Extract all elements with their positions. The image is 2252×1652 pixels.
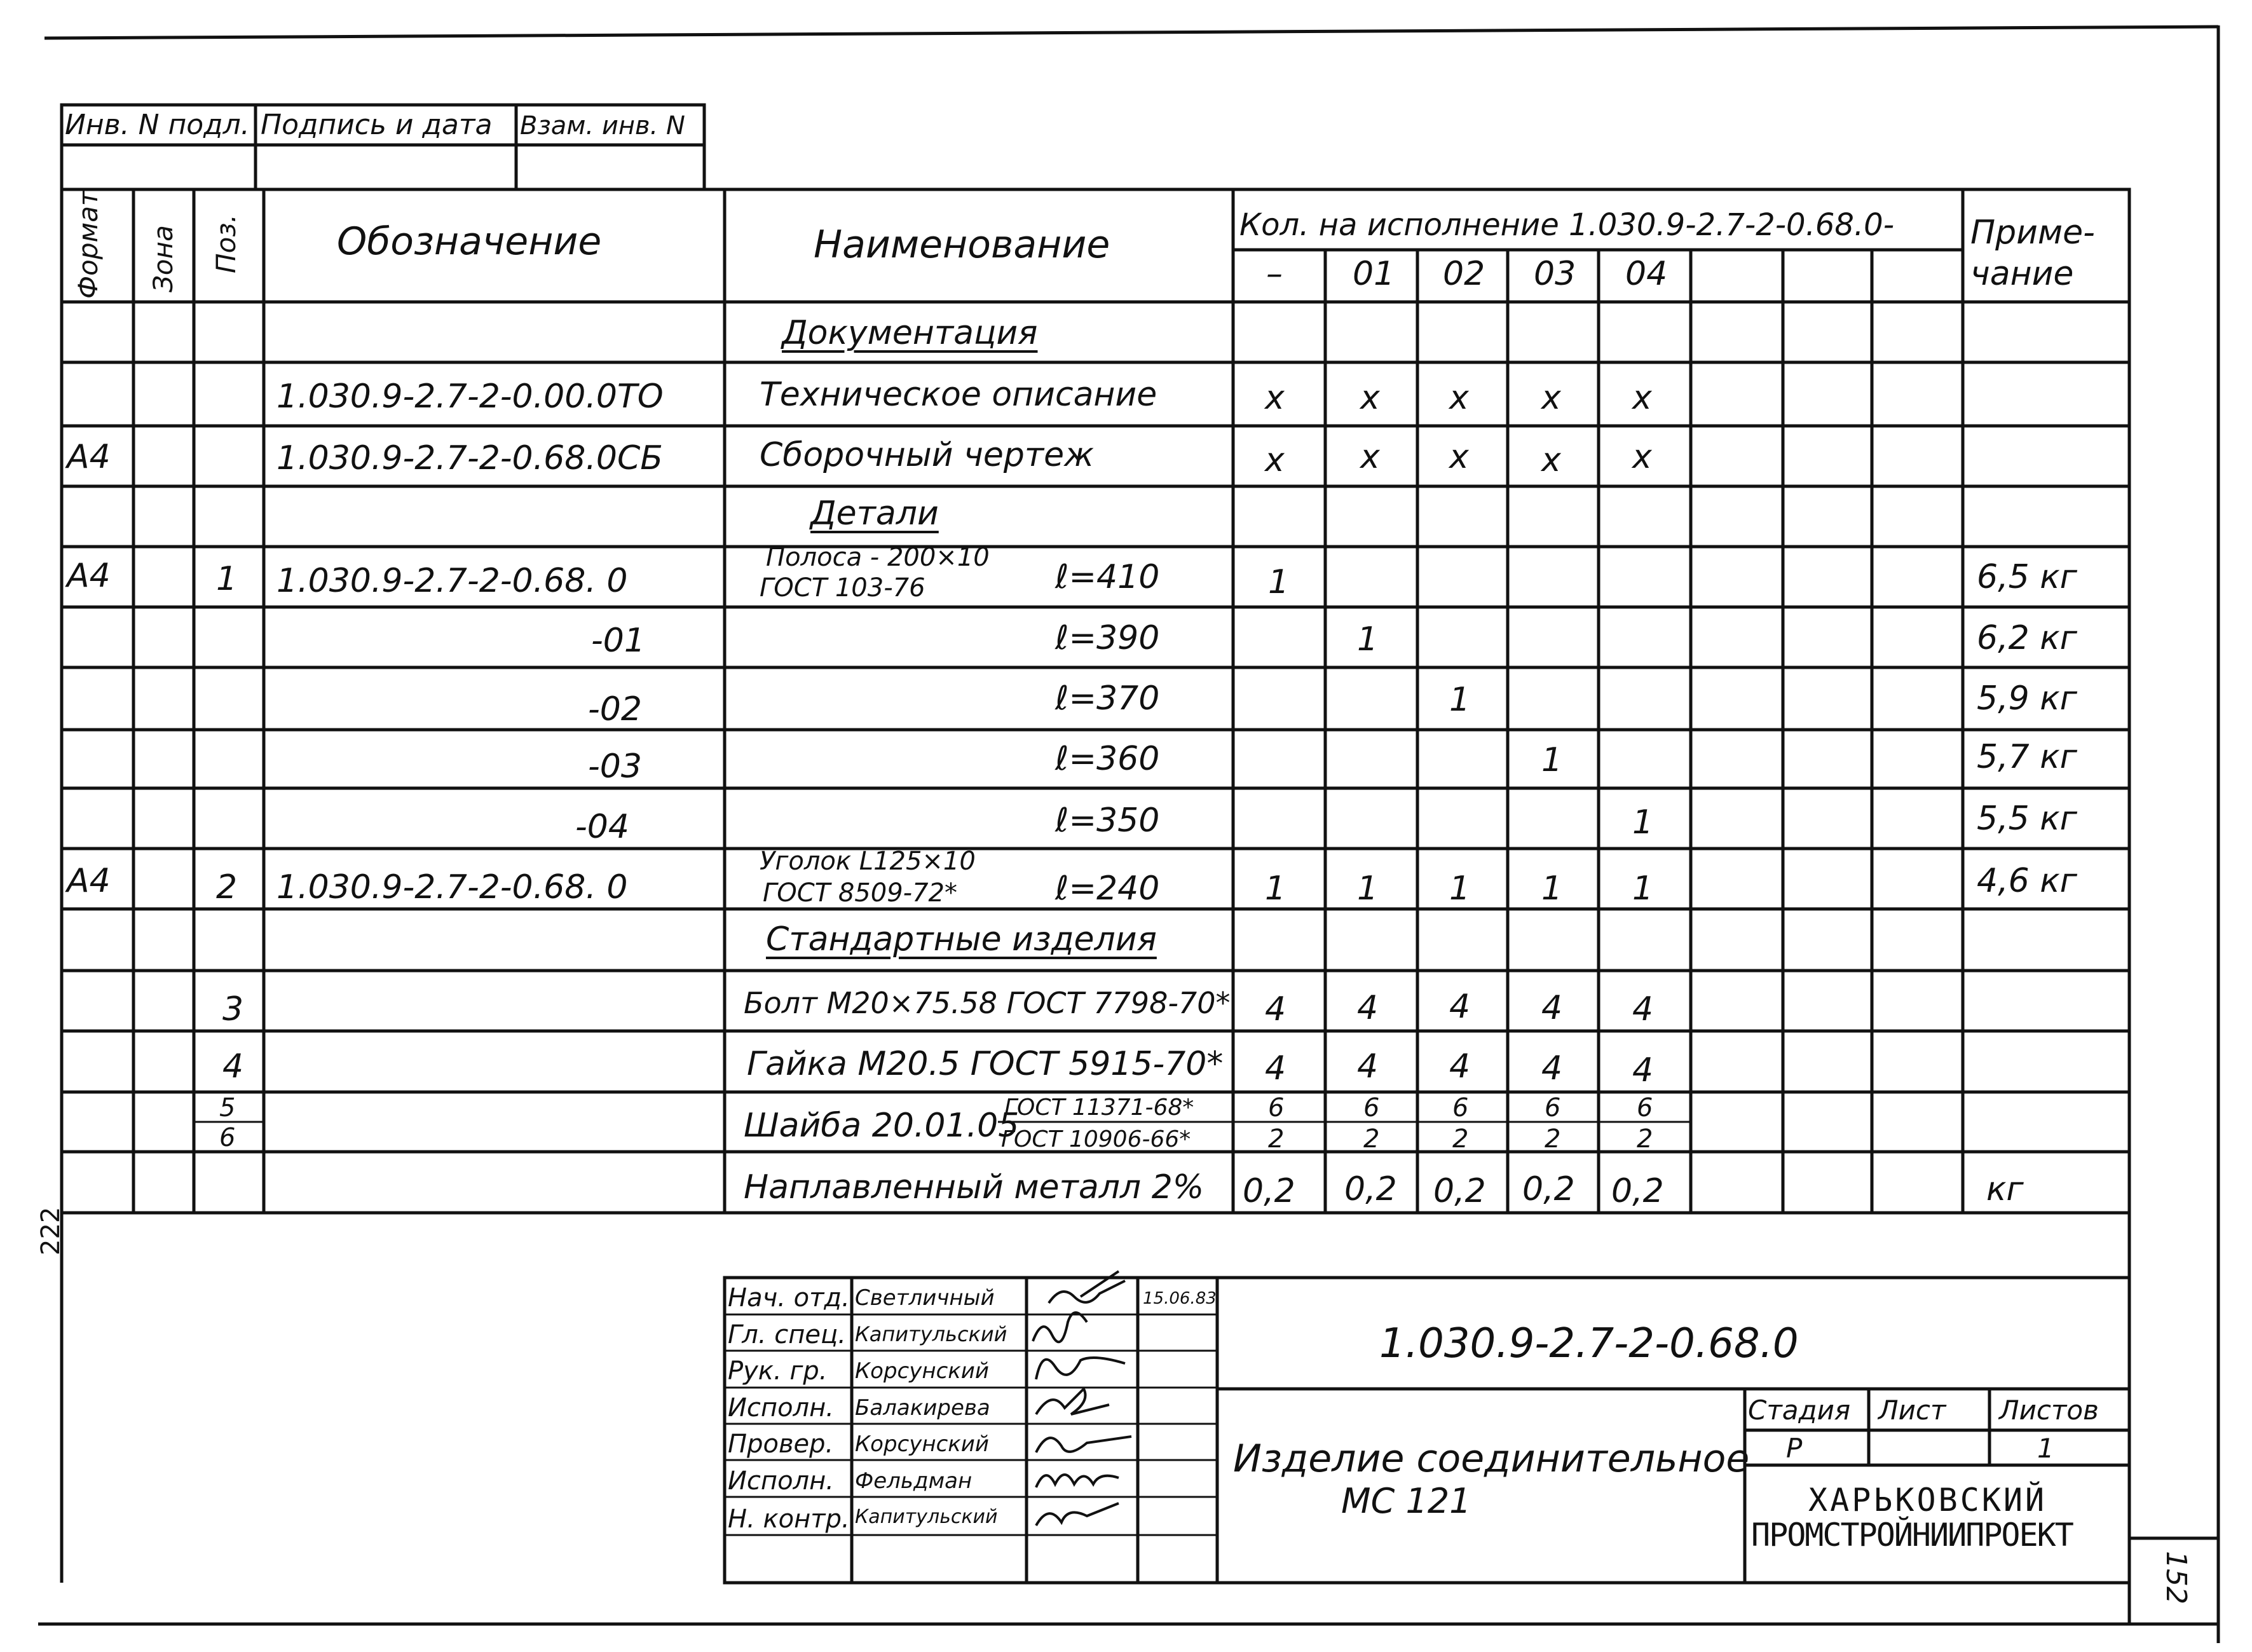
p1-02-designation: -02 bbox=[588, 690, 642, 728]
p2-name-line1: Уголок L125×10 bbox=[760, 847, 976, 876]
p1-01-designation: -01 bbox=[591, 622, 645, 660]
s3-q0: 4 bbox=[1265, 990, 1286, 1028]
p1-01-note: 6,2 кг bbox=[1977, 619, 2077, 657]
s56-q2-top: 6 bbox=[1452, 1093, 1469, 1123]
section-documentation: Документация bbox=[782, 314, 1038, 352]
s4-q1: 4 bbox=[1357, 1048, 1379, 1086]
s3-q1: 4 bbox=[1357, 989, 1379, 1027]
p1-02-note: 5,9 кг bbox=[1977, 679, 2077, 718]
p1-note: 6,5 кг bbox=[1977, 558, 2077, 596]
name-4: Корсунский bbox=[855, 1431, 989, 1457]
sheet-label: Лист bbox=[1878, 1395, 1946, 1426]
p1-01-length: ℓ=390 bbox=[1055, 619, 1160, 657]
s4-q2: 4 bbox=[1449, 1048, 1471, 1086]
role-0: Нач. отд. bbox=[728, 1283, 850, 1313]
p1-03-note: 5,7 кг bbox=[1977, 738, 2077, 776]
header-designation: Обозначение bbox=[337, 219, 602, 264]
s56-q4-bot: 2 bbox=[1637, 1124, 1653, 1154]
name-5: Фельдман bbox=[855, 1468, 972, 1494]
p1-pos: 1 bbox=[216, 560, 238, 598]
stamp-inv-label: Инв. N подл. bbox=[65, 109, 250, 141]
p2-q2: 1 bbox=[1449, 870, 1471, 908]
p2-length: ℓ=240 bbox=[1055, 870, 1160, 908]
section-parts: Детали bbox=[810, 495, 939, 533]
name-2: Корсунский bbox=[855, 1358, 989, 1384]
s4-q3: 4 bbox=[1541, 1049, 1563, 1088]
s3-name: Болт М20×75.58 ГОСТ 7798-70* bbox=[744, 986, 1231, 1020]
s4-q0: 4 bbox=[1265, 1049, 1286, 1088]
p1-name-line1: Полоса - 200×10 bbox=[766, 543, 990, 572]
weld-q1: 0,2 bbox=[1344, 1170, 1397, 1208]
name-1: Капитульский bbox=[855, 1322, 1007, 1346]
header-qty-col-02: 02 bbox=[1443, 255, 1485, 293]
doc2-q0: x bbox=[1265, 441, 1285, 479]
weld-q3: 0,2 bbox=[1522, 1170, 1575, 1208]
s56-q0-top: 6 bbox=[1268, 1093, 1285, 1123]
s56-q1-bot: 2 bbox=[1363, 1124, 1380, 1154]
organization-line1: ХАРЬКОВСКИЙ bbox=[1808, 1482, 2047, 1519]
p1-02-q2: 1 bbox=[1449, 681, 1471, 719]
doc1-q2: x bbox=[1449, 379, 1469, 417]
p1-designation: 1.030.9-2.7-2-0.68. 0 bbox=[276, 562, 628, 600]
p1-03-length: ℓ=360 bbox=[1055, 740, 1160, 778]
p2-q0: 1 bbox=[1265, 870, 1286, 908]
p2-note: 4,6 кг bbox=[1977, 862, 2077, 900]
weld-q0: 0,2 bbox=[1243, 1172, 1295, 1210]
sheets-label: Листов bbox=[1999, 1395, 2099, 1426]
doc-number: 1.030.9-2.7-2-0.68.0 bbox=[1379, 1320, 1799, 1367]
header-format: Формат bbox=[72, 190, 104, 299]
doc2-q4: x bbox=[1632, 438, 1652, 476]
stamp-replace-label: Взам. инв. N bbox=[520, 111, 685, 140]
organization-line2: ПРОМСТРОЙНИИПРОЕКТ bbox=[1751, 1517, 2073, 1553]
weld-q4: 0,2 bbox=[1611, 1172, 1664, 1210]
p2-q1: 1 bbox=[1357, 870, 1379, 908]
s5-pos: 5 bbox=[219, 1093, 236, 1123]
p2-name-line2: ГОСТ 8509-72* bbox=[763, 878, 957, 908]
doc2-q2: x bbox=[1449, 438, 1469, 476]
p2-format: А4 bbox=[67, 862, 111, 900]
s3-q3: 4 bbox=[1541, 989, 1563, 1027]
p1-name-line2: ГОСТ 103-76 bbox=[760, 573, 925, 603]
p2-designation: 1.030.9-2.7-2-0.68. 0 bbox=[276, 868, 628, 906]
name-3: Балакирева bbox=[855, 1395, 990, 1421]
s56-q0-bot: 2 bbox=[1268, 1124, 1285, 1154]
header-note-line2: чание bbox=[1970, 255, 2074, 293]
p2-q3: 1 bbox=[1541, 870, 1563, 908]
s6-pos: 6 bbox=[219, 1123, 236, 1152]
p1-format: А4 bbox=[67, 557, 111, 595]
doc2-format: А4 bbox=[67, 438, 111, 476]
doc2-q1: x bbox=[1360, 438, 1380, 476]
p1-04-note: 5,5 кг bbox=[1977, 800, 2077, 838]
product-name-line2: МС 121 bbox=[1341, 1481, 1471, 1521]
header-qty-col-04: 04 bbox=[1625, 255, 1668, 293]
doc1-q4: x bbox=[1632, 379, 1652, 417]
doc2-designation: 1.030.9-2.7-2-0.68.0СБ bbox=[276, 439, 663, 477]
header-note-line1: Приме- bbox=[1970, 214, 2095, 252]
s4-name: Гайка М20.5 ГОСТ 5915-70* bbox=[747, 1045, 1224, 1083]
p1-03-q3: 1 bbox=[1541, 741, 1563, 779]
product-name-line1: Изделие соединительное bbox=[1233, 1437, 1750, 1481]
stage-label: Стадия bbox=[1748, 1395, 1851, 1426]
s4-pos: 4 bbox=[222, 1048, 244, 1086]
header-qty-title: Кол. на исполнение 1.030.9-2.7-2-0.68.0- bbox=[1239, 207, 1895, 243]
header-qty-col-0: – bbox=[1266, 255, 1283, 293]
weld-name: Наплавленный металл 2% bbox=[744, 1168, 1204, 1206]
header-name: Наименование bbox=[814, 222, 1110, 267]
approval-date: 15.06.83 bbox=[1143, 1289, 1217, 1308]
p2-pos: 2 bbox=[216, 868, 238, 906]
s56-gost2: ГОСТ 10906-66* bbox=[1001, 1126, 1191, 1152]
p1-length: ℓ=410 bbox=[1055, 558, 1160, 596]
header-pos: Поз. bbox=[210, 214, 242, 273]
page-number: 152 bbox=[2160, 1551, 2192, 1604]
header-zone: Зона bbox=[147, 225, 179, 292]
s3-q2: 4 bbox=[1449, 988, 1471, 1026]
header-qty-col-03: 03 bbox=[1534, 255, 1576, 293]
doc1-q1: x bbox=[1360, 379, 1380, 417]
header-qty-col-01: 01 bbox=[1353, 255, 1395, 293]
stage-value: Р bbox=[1786, 1433, 1803, 1464]
s56-name: Шайба 20.01.05 bbox=[744, 1107, 1020, 1145]
role-2: Рук. гр. bbox=[728, 1356, 828, 1386]
s4-q4: 4 bbox=[1632, 1051, 1654, 1089]
doc1-designation: 1.030.9-2.7-2-0.00.0ТО bbox=[276, 378, 664, 416]
section-standard: Стандартные изделия bbox=[766, 920, 1157, 959]
doc1-q0: x bbox=[1265, 379, 1285, 417]
role-6: Н. контр. bbox=[728, 1505, 850, 1534]
sheets-value: 1 bbox=[2037, 1433, 2054, 1464]
s56-q2-bot: 2 bbox=[1452, 1124, 1469, 1154]
p1-04-q4: 1 bbox=[1632, 803, 1654, 842]
doc1-name: Техническое описание bbox=[760, 376, 1157, 414]
weld-q2: 0,2 bbox=[1433, 1172, 1486, 1210]
doc1-q3: x bbox=[1541, 379, 1561, 417]
stamp-signature-label: Подпись и дата bbox=[261, 109, 493, 141]
role-4: Провер. bbox=[728, 1430, 834, 1459]
p1-02-length: ℓ=370 bbox=[1055, 679, 1160, 718]
s56-q4-top: 6 bbox=[1637, 1093, 1653, 1123]
s56-gost1: ГОСТ 11371-68* bbox=[1004, 1095, 1194, 1121]
role-5: Исполн. bbox=[728, 1466, 834, 1496]
s56-q3-top: 6 bbox=[1545, 1093, 1561, 1123]
s56-q3-bot: 2 bbox=[1545, 1124, 1561, 1154]
role-3: Исполн. bbox=[728, 1393, 834, 1423]
name-6: Капитульский bbox=[855, 1506, 998, 1528]
p2-q4: 1 bbox=[1632, 870, 1654, 908]
role-1: Гл. спец. bbox=[728, 1320, 846, 1349]
name-0: Светличный bbox=[855, 1285, 995, 1311]
side-text: 222 bbox=[36, 1206, 65, 1255]
p1-q0: 1 bbox=[1268, 563, 1290, 601]
weld-note: кг bbox=[1986, 1170, 2024, 1208]
doc2-name: Сборочный чертеж bbox=[760, 436, 1094, 474]
p1-04-designation: -04 bbox=[575, 808, 629, 846]
doc2-q3: x bbox=[1541, 441, 1561, 479]
s3-pos: 3 bbox=[222, 990, 244, 1028]
signature-marks bbox=[1033, 1271, 1131, 1526]
s56-q1-top: 6 bbox=[1363, 1093, 1380, 1123]
s3-q4: 4 bbox=[1632, 990, 1654, 1028]
p1-01-q1: 1 bbox=[1357, 620, 1379, 659]
p1-04-length: ℓ=350 bbox=[1055, 802, 1160, 840]
p1-03-designation: -03 bbox=[588, 747, 642, 786]
